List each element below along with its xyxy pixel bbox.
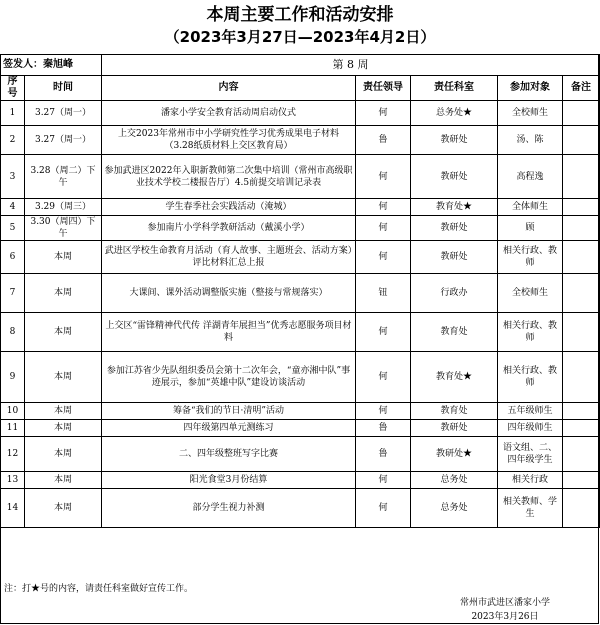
- cell-time: 本周: [25, 274, 102, 313]
- table-row: [1, 489, 600, 528]
- cell-dept: 总务处: [411, 472, 498, 489]
- week-label: 第 8 周: [102, 55, 600, 76]
- cell-remark: [563, 313, 600, 352]
- cell-no: 4: [1, 199, 25, 216]
- cell-dept: 教育处: [411, 313, 498, 352]
- cell-leader: 何: [356, 472, 411, 489]
- cell-time: 3.28（周二）下午: [25, 155, 102, 199]
- cell-no: 9: [1, 352, 25, 403]
- cell-time: 本周: [25, 352, 102, 403]
- cell-leader: 鲁: [356, 420, 411, 437]
- cell-remark: [563, 352, 600, 403]
- cell-leader: 鲁: [356, 126, 411, 155]
- cell-remark: [563, 437, 600, 472]
- cell-time: 3.27（周一）: [25, 126, 102, 155]
- cell-content: 筹备“我们的节日·清明”活动: [102, 403, 356, 420]
- cell-leader: 何: [356, 313, 411, 352]
- cell-time: 本周: [25, 403, 102, 420]
- cell-participants: 全校师生: [498, 101, 563, 126]
- cell-content: 二、四年级整班写字比赛: [102, 437, 356, 472]
- cell-no: 3: [1, 155, 25, 199]
- cell-content: 四年级第四单元测练习: [102, 420, 356, 437]
- cell-remark: [563, 274, 600, 313]
- footer-org: 常州市武进区潘家小学: [459, 598, 550, 608]
- cell-no: 1: [1, 101, 25, 126]
- cell-remark: [563, 216, 600, 241]
- header-leader: 责任领导: [356, 76, 411, 101]
- cell-dept: 教育处★: [411, 352, 498, 403]
- cell-no: 5: [1, 216, 25, 241]
- cell-participants: 顾: [498, 216, 563, 241]
- cell-dept: 教研处: [411, 155, 498, 199]
- cell-leader: 何: [356, 216, 411, 241]
- cell-dept: 总务处★: [411, 101, 498, 126]
- cell-content: 学生春季社会实践活动（淹城）: [102, 199, 356, 216]
- table-row: [1, 472, 600, 489]
- cell-no: 6: [1, 241, 25, 274]
- header-no: 序号: [1, 76, 25, 101]
- cell-no: 8: [1, 313, 25, 352]
- table-row: [1, 216, 600, 241]
- cell-dept: 教育处★: [411, 199, 498, 216]
- table-row: [1, 155, 600, 199]
- cell-no: 12: [1, 437, 25, 472]
- cell-leader: 何: [356, 101, 411, 126]
- cell-time: 本周: [25, 437, 102, 472]
- cell-no: 2: [1, 126, 25, 155]
- cell-remark: [563, 489, 600, 528]
- cell-participants: 四年级师生: [498, 420, 563, 437]
- header-time: 时间: [25, 76, 102, 101]
- cell-remark: [563, 420, 600, 437]
- header-participants: 参加对象: [498, 76, 563, 101]
- cell-no: 7: [1, 274, 25, 313]
- cell-remark: [563, 101, 600, 126]
- header-remark: 备注: [563, 76, 600, 101]
- signer-row: [1, 55, 600, 76]
- cell-dept: 教研处★: [411, 437, 498, 472]
- cell-content: 参加江苏省少先队组织委员会第十二次年会，“童亦湘中队”事迹展示，参加“英雄中队”建设访谈活动: [102, 352, 356, 403]
- cell-dept: 教研处: [411, 420, 498, 437]
- cell-no: 14: [1, 489, 25, 528]
- footnote: 注：打★号的内容，请责任科室做好宣传工作。: [4, 584, 194, 594]
- cell-dept: 教研处: [411, 241, 498, 274]
- cell-participants: 相关行政: [498, 472, 563, 489]
- cell-dept: 教研处: [411, 216, 498, 241]
- header-row: [1, 76, 600, 101]
- cell-time: 本周: [25, 472, 102, 489]
- schedule-table: [0, 54, 600, 528]
- cell-participants: 全体师生: [498, 199, 563, 216]
- cell-dept: 教研处: [411, 126, 498, 155]
- cell-leader: 何: [356, 241, 411, 274]
- signer: 签发人：秦旭峰: [1, 55, 102, 76]
- cell-content: 部分学生视力补测: [102, 489, 356, 528]
- table-row: [1, 199, 600, 216]
- cell-time: 本周: [25, 489, 102, 528]
- cell-time: 本周: [25, 420, 102, 437]
- table-row: [1, 420, 600, 437]
- cell-leader: 何: [356, 155, 411, 199]
- cell-leader: 何: [356, 352, 411, 403]
- table-row: [1, 274, 600, 313]
- cell-participants: 全校师生: [498, 274, 563, 313]
- cell-time: 本周: [25, 313, 102, 352]
- page-title: 本周主要工作和活动安排: [206, 5, 394, 25]
- cell-remark: [563, 472, 600, 489]
- table-row: [1, 403, 600, 420]
- cell-participants: 汤、陈: [498, 126, 563, 155]
- cell-content: 潘家小学安全教育活动周启动仪式: [102, 101, 356, 126]
- footer-date: 2023年3月26日: [471, 612, 539, 622]
- cell-remark: [563, 403, 600, 420]
- cell-no: 11: [1, 420, 25, 437]
- cell-participants: 相关行政、教师: [498, 352, 563, 403]
- cell-dept: 教育处: [411, 403, 498, 420]
- cell-content: 武进区学校生命教育月活动（育人故事、主题班会、活动方案）评比材料汇总上报: [102, 241, 356, 274]
- table-row: [1, 313, 600, 352]
- cell-participants: 相关行政、教师: [498, 241, 563, 274]
- cell-dept: 行政办: [411, 274, 498, 313]
- header-dept: 责任科室: [411, 76, 498, 101]
- cell-content: 参加南片小学科学教研活动（戴溪小学）: [102, 216, 356, 241]
- table-row: [1, 126, 600, 155]
- cell-time: 本周: [25, 241, 102, 274]
- cell-leader: 何: [356, 489, 411, 528]
- cell-participants: 相关行政、教师: [498, 313, 563, 352]
- cell-content: 阳光食堂3月份结算: [102, 472, 356, 489]
- cell-time: 3.30（周四）下午: [25, 216, 102, 241]
- cell-time: 3.27（周一）: [25, 101, 102, 126]
- cell-remark: [563, 126, 600, 155]
- cell-remark: [563, 241, 600, 274]
- cell-content: 大课间、课外活动调整版实施（整接与常规落实）: [102, 274, 356, 313]
- page-subtitle: （2023年3月27日—2023年4月2日）: [164, 28, 436, 46]
- cell-content: 上交2023年常州市中小学研究性学习优秀成果电子材料（3.28纸质材料上交区教育局）: [102, 126, 356, 155]
- cell-time: 3.29（周三）: [25, 199, 102, 216]
- cell-leader: 何: [356, 403, 411, 420]
- cell-remark: [563, 155, 600, 199]
- cell-participants: 相关教师、学生: [498, 489, 563, 528]
- cell-content: 上交区“雷锋精神代代传 洋湖青年展担当”优秀志愿服务项目材料: [102, 313, 356, 352]
- cell-no: 13: [1, 472, 25, 489]
- header-content: 内容: [102, 76, 356, 101]
- cell-content: 参加武进区2022年入职新教师第二次集中培训（常州市高级职业技术学校二楼报告厅）4.5前提交培训记录表: [102, 155, 356, 199]
- cell-leader: 鲁: [356, 437, 411, 472]
- table-row: [1, 101, 600, 126]
- cell-participants: 语文组、二、四年级学生: [498, 437, 563, 472]
- cell-remark: [563, 199, 600, 216]
- cell-dept: 总务处: [411, 489, 498, 528]
- cell-participants: 高程逸: [498, 155, 563, 199]
- cell-no: 10: [1, 403, 25, 420]
- cell-leader: 钮: [356, 274, 411, 313]
- table-row: [1, 437, 600, 472]
- cell-participants: 五年级师生: [498, 403, 563, 420]
- table-row: [1, 241, 600, 274]
- cell-leader: 何: [356, 199, 411, 216]
- table-row: [1, 352, 600, 403]
